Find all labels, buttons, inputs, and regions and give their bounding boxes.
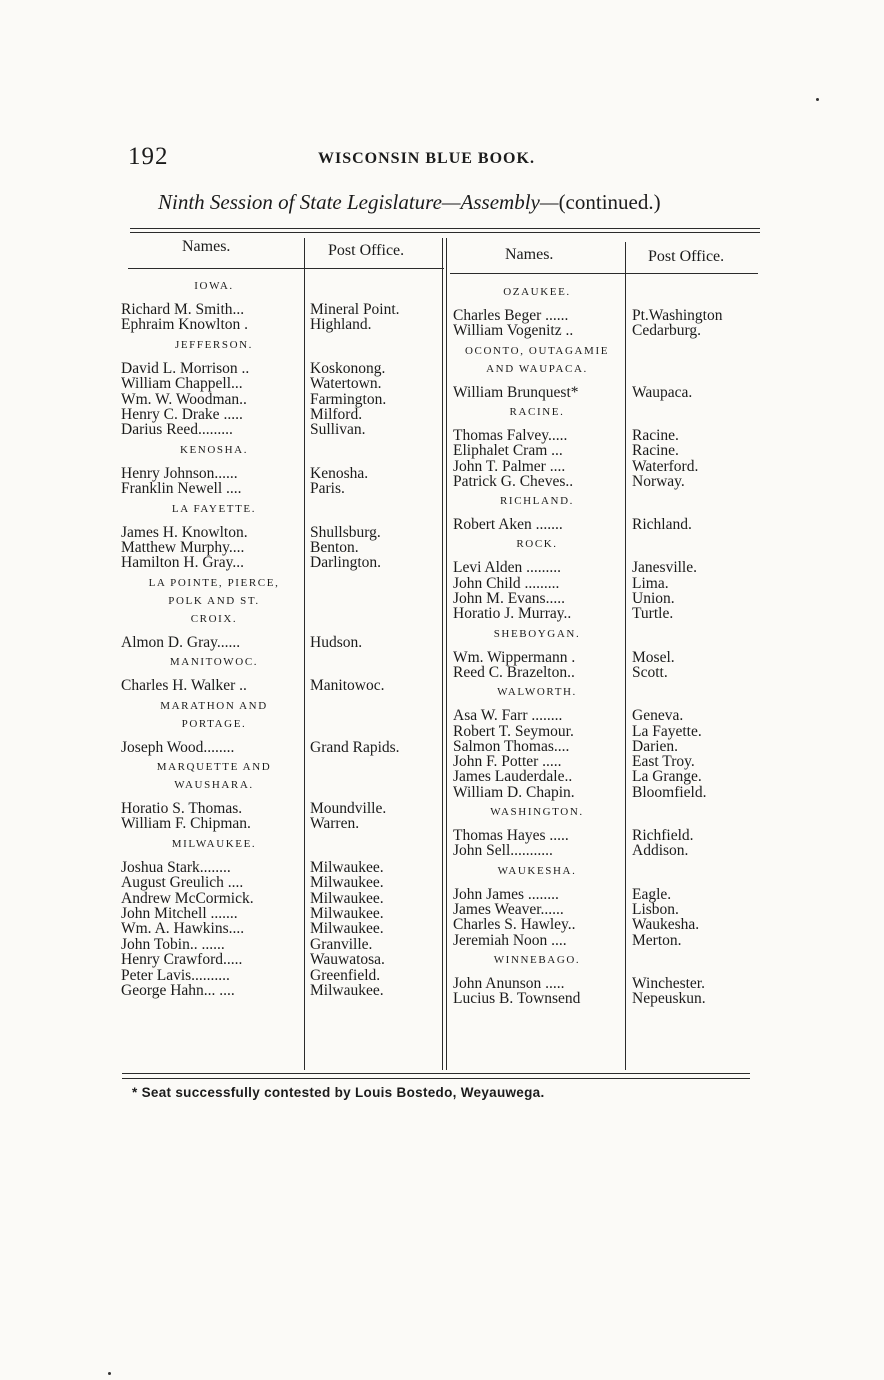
member-name: Almon D. Gray...... — [121, 633, 241, 651]
member-name: Henry C. Drake ..... — [121, 406, 243, 423]
county-heading: WAUKESHA. — [497, 864, 577, 877]
county-heading: IOWA. — [194, 280, 234, 292]
member-name: James Lauderdale.. — [453, 768, 573, 786]
member-post-office: Cedarburg. — [632, 322, 702, 340]
member-post-office: Koskonong. — [310, 359, 386, 377]
member-post-office: Milwaukee. — [310, 920, 384, 938]
member-post-office: Milwaukee. — [310, 858, 384, 876]
member-post-office: Winchester. — [632, 974, 705, 992]
left-column-divider — [304, 238, 305, 1070]
member-post-office: Milford. — [310, 406, 363, 423]
county-heading: MANITOWOC. — [169, 656, 259, 669]
member-name: Horatio J. Murray.. — [453, 605, 572, 623]
member-post-office: Grand Rapids. — [310, 738, 400, 756]
member-post-office: Bloomfield. — [632, 783, 707, 801]
member-name: James Weaver...... — [453, 900, 564, 918]
member-name: Charles H. Walker .. — [121, 677, 247, 695]
member-post-office: Milwaukee. — [310, 874, 384, 892]
member-post-office: Darlington. — [310, 554, 382, 572]
member-name: Reed C. Brazelton.. — [453, 663, 575, 681]
county-heading: RACINE. — [509, 405, 565, 418]
member-post-office: Scott. — [632, 663, 668, 681]
member-post-office: Addison. — [632, 842, 689, 860]
member-name: Ephraim Knowlton . — [121, 316, 248, 334]
member-post-office: Waupaca. — [632, 383, 693, 401]
member-post-office: Kenosha. — [310, 464, 369, 482]
right-names-header: Names. — [505, 246, 554, 263]
county-heading: CROIX. — [190, 612, 238, 625]
member-post-office: Eagle. — [632, 885, 672, 903]
member-name: Henry Johnson...... — [121, 464, 238, 482]
member-post-office: Richfield. — [632, 827, 694, 844]
session-heading-text: Ninth Session of State Legislature—Assembly— — [158, 190, 559, 214]
member-name: John Sell........... — [453, 842, 553, 860]
member-post-office: Nepeuskun. — [632, 990, 706, 1008]
member-post-office: Warren. — [310, 815, 360, 833]
member-post-office: Lisbon. — [632, 900, 679, 918]
member-name: Levi Alden ......... — [453, 559, 562, 577]
member-name: Peter Lavis.......... — [121, 966, 230, 984]
member-name: John Mitchell ....... — [121, 905, 238, 922]
member-post-office: Union. — [632, 590, 675, 607]
member-name: Asa W. Farr ........ — [453, 707, 563, 725]
county-heading: MILWAUKEE. — [171, 837, 257, 850]
county-heading: WINNEBAGO. — [493, 953, 581, 966]
county-heading: JEFFERSON. — [174, 338, 254, 351]
right-post-office-header: Post Office. — [648, 248, 725, 265]
county-heading: PORTAGE. — [181, 717, 247, 730]
member-name: Horatio S. Thomas. — [121, 800, 243, 817]
member-name: Darius Reed......... — [121, 421, 233, 439]
county-heading: WAUSHARA. — [174, 779, 254, 791]
member-name: Wm. Wippermann . — [453, 648, 576, 666]
member-post-office: La Grange. — [632, 768, 702, 786]
member-post-office: Granville. — [310, 935, 373, 953]
member-post-office: Farmington. — [310, 390, 387, 408]
member-post-office: Geneva. — [632, 707, 684, 725]
member-post-office: Merton. — [632, 931, 682, 949]
member-post-office: Hudson. — [310, 633, 363, 651]
member-post-office: Mosel. — [632, 648, 675, 666]
member-name: Robert T. Seymour. — [453, 722, 574, 740]
member-name: Hamilton H. Gray... — [121, 554, 244, 572]
member-name: Franklin Newell .... — [121, 480, 242, 498]
left-post-office-header: Post Office. — [328, 242, 405, 259]
member-name: Wm. A. Hawkins.... — [121, 920, 245, 938]
member-post-office: Highland. — [310, 316, 372, 334]
member-name: Robert Aken ....... — [453, 516, 563, 534]
member-name: Patrick G. Cheves.. — [453, 472, 574, 490]
member-post-office: Benton. — [310, 539, 359, 556]
member-name: Joseph Wood........ — [121, 738, 235, 756]
member-post-office: Mineral Point. — [310, 301, 400, 318]
member-name: Charles Beger ...... — [453, 307, 569, 324]
member-name: Andrew McCormick. — [121, 889, 254, 907]
member-name: William F. Chipman. — [121, 815, 251, 833]
member-post-office: Pt.Washington — [632, 307, 723, 324]
right-column-divider — [625, 242, 626, 1070]
member-post-office: Norway. — [632, 472, 685, 490]
member-name: Lucius B. Townsend — [453, 990, 581, 1008]
member-post-office: Waterford. — [632, 457, 699, 475]
county-heading: WALWORTH. — [497, 686, 577, 699]
member-name: John F. Potter ..... — [453, 753, 562, 771]
member-name: John Child ......... — [453, 574, 560, 592]
print-speck — [816, 98, 819, 101]
print-speck — [108, 1372, 111, 1375]
member-post-office: Wauwatosa. — [310, 951, 385, 969]
member-name: John Anunson ..... — [453, 974, 565, 992]
county-heading: OZAUKEE. — [503, 286, 571, 298]
member-post-office: Sullivan. — [310, 421, 366, 439]
county-heading: MARATHON AND — [160, 699, 268, 712]
county-heading: AND WAUPACA. — [486, 362, 588, 375]
member-name: Richard M. Smith... — [121, 301, 245, 318]
table-top-rule — [130, 228, 760, 229]
center-divider — [442, 238, 443, 1070]
member-post-office: Darien. — [632, 737, 679, 755]
member-name: Salmon Thomas.... — [453, 737, 570, 755]
member-post-office: Richland. — [632, 516, 692, 534]
left-header-rule — [128, 268, 444, 269]
county-heading: RICHLAND. — [500, 495, 574, 508]
session-heading — [158, 190, 661, 215]
member-name: Thomas Falvey..... — [453, 426, 568, 444]
member-name: John T. Palmer .... — [453, 457, 566, 475]
county-heading: SHEBOYGAN. — [493, 627, 581, 640]
member-post-office: Racine. — [632, 426, 679, 444]
member-name: John James ........ — [453, 885, 559, 903]
county-heading: POLK AND ST. — [168, 594, 260, 607]
table-bottom-rule-2 — [122, 1078, 750, 1079]
county-heading: WASHINGTON. — [490, 806, 584, 818]
member-post-office: Manitowoc. — [310, 677, 385, 695]
county-heading: LA POINTE, PIERCE, — [148, 576, 280, 589]
member-name: Thomas Hayes ..... — [453, 827, 569, 844]
member-name: William Vogenitz .. — [453, 322, 574, 340]
member-name: August Greulich .... — [121, 874, 244, 892]
member-post-office: Shullsburg. — [310, 523, 381, 541]
book-title: WISCONSIN BLUE BOOK. — [318, 150, 535, 167]
footnote: * Seat successfully contested by Louis Bostedo, Weyauwega. — [132, 1085, 545, 1100]
member-post-office: Watertown. — [310, 375, 382, 393]
member-name: William Chappell... — [121, 375, 243, 393]
member-name: John Tobin.. ...... — [121, 935, 225, 953]
member-post-office: East Troy. — [632, 753, 695, 771]
member-name: David L. Morrison .. — [121, 359, 250, 377]
member-name: Jeremiah Noon .... — [453, 931, 567, 949]
member-name: Wm. W. Woodman.. — [121, 390, 247, 408]
member-post-office: Turtle. — [632, 605, 674, 623]
member-name: George Hahn... .... — [121, 982, 235, 999]
center-divider-2 — [446, 238, 447, 1070]
member-post-office: Paris. — [310, 480, 345, 498]
member-post-office: Racine. — [632, 442, 679, 460]
member-post-office: Lima. — [632, 574, 669, 592]
member-name: Henry Crawford..... — [121, 951, 243, 969]
member-post-office: La Fayette. — [632, 722, 702, 740]
left-names-header: Names. — [182, 238, 231, 255]
member-post-office: Moundville. — [310, 800, 387, 817]
county-heading: OCONTO, OUTAGAMIE — [464, 344, 610, 357]
county-heading: KENOSHA. — [179, 443, 249, 456]
member-post-office: Janesville. — [632, 559, 697, 577]
county-heading: ROCK. — [516, 538, 558, 551]
member-post-office: Milwaukee. — [310, 982, 384, 999]
member-name: James H. Knowlton. — [121, 523, 248, 541]
table-bottom-rule — [122, 1073, 750, 1074]
member-name: John M. Evans..... — [453, 590, 565, 607]
member-post-office: Greenfield. — [310, 966, 381, 984]
member-post-office: Milwaukee. — [310, 889, 384, 907]
page-number: 192 — [128, 143, 169, 170]
member-name: Eliphalet Cram ... — [453, 442, 563, 460]
county-heading: MARQUETTE AND — [156, 761, 272, 773]
member-name: William Brunquest* — [453, 383, 579, 401]
member-post-office: Waukesha. — [632, 916, 700, 934]
right-header-rule — [450, 273, 758, 274]
county-heading: LA FAYETTE. — [171, 502, 257, 515]
table-top-rule-2 — [130, 232, 760, 233]
member-name: William D. Chapin. — [453, 783, 575, 801]
member-name: Matthew Murphy.... — [121, 539, 245, 556]
member-post-office: Milwaukee. — [310, 905, 384, 922]
member-name: Joshua Stark........ — [121, 858, 231, 876]
session-continued: (continued.) — [558, 190, 661, 214]
member-name: Charles S. Hawley.. — [453, 916, 576, 934]
